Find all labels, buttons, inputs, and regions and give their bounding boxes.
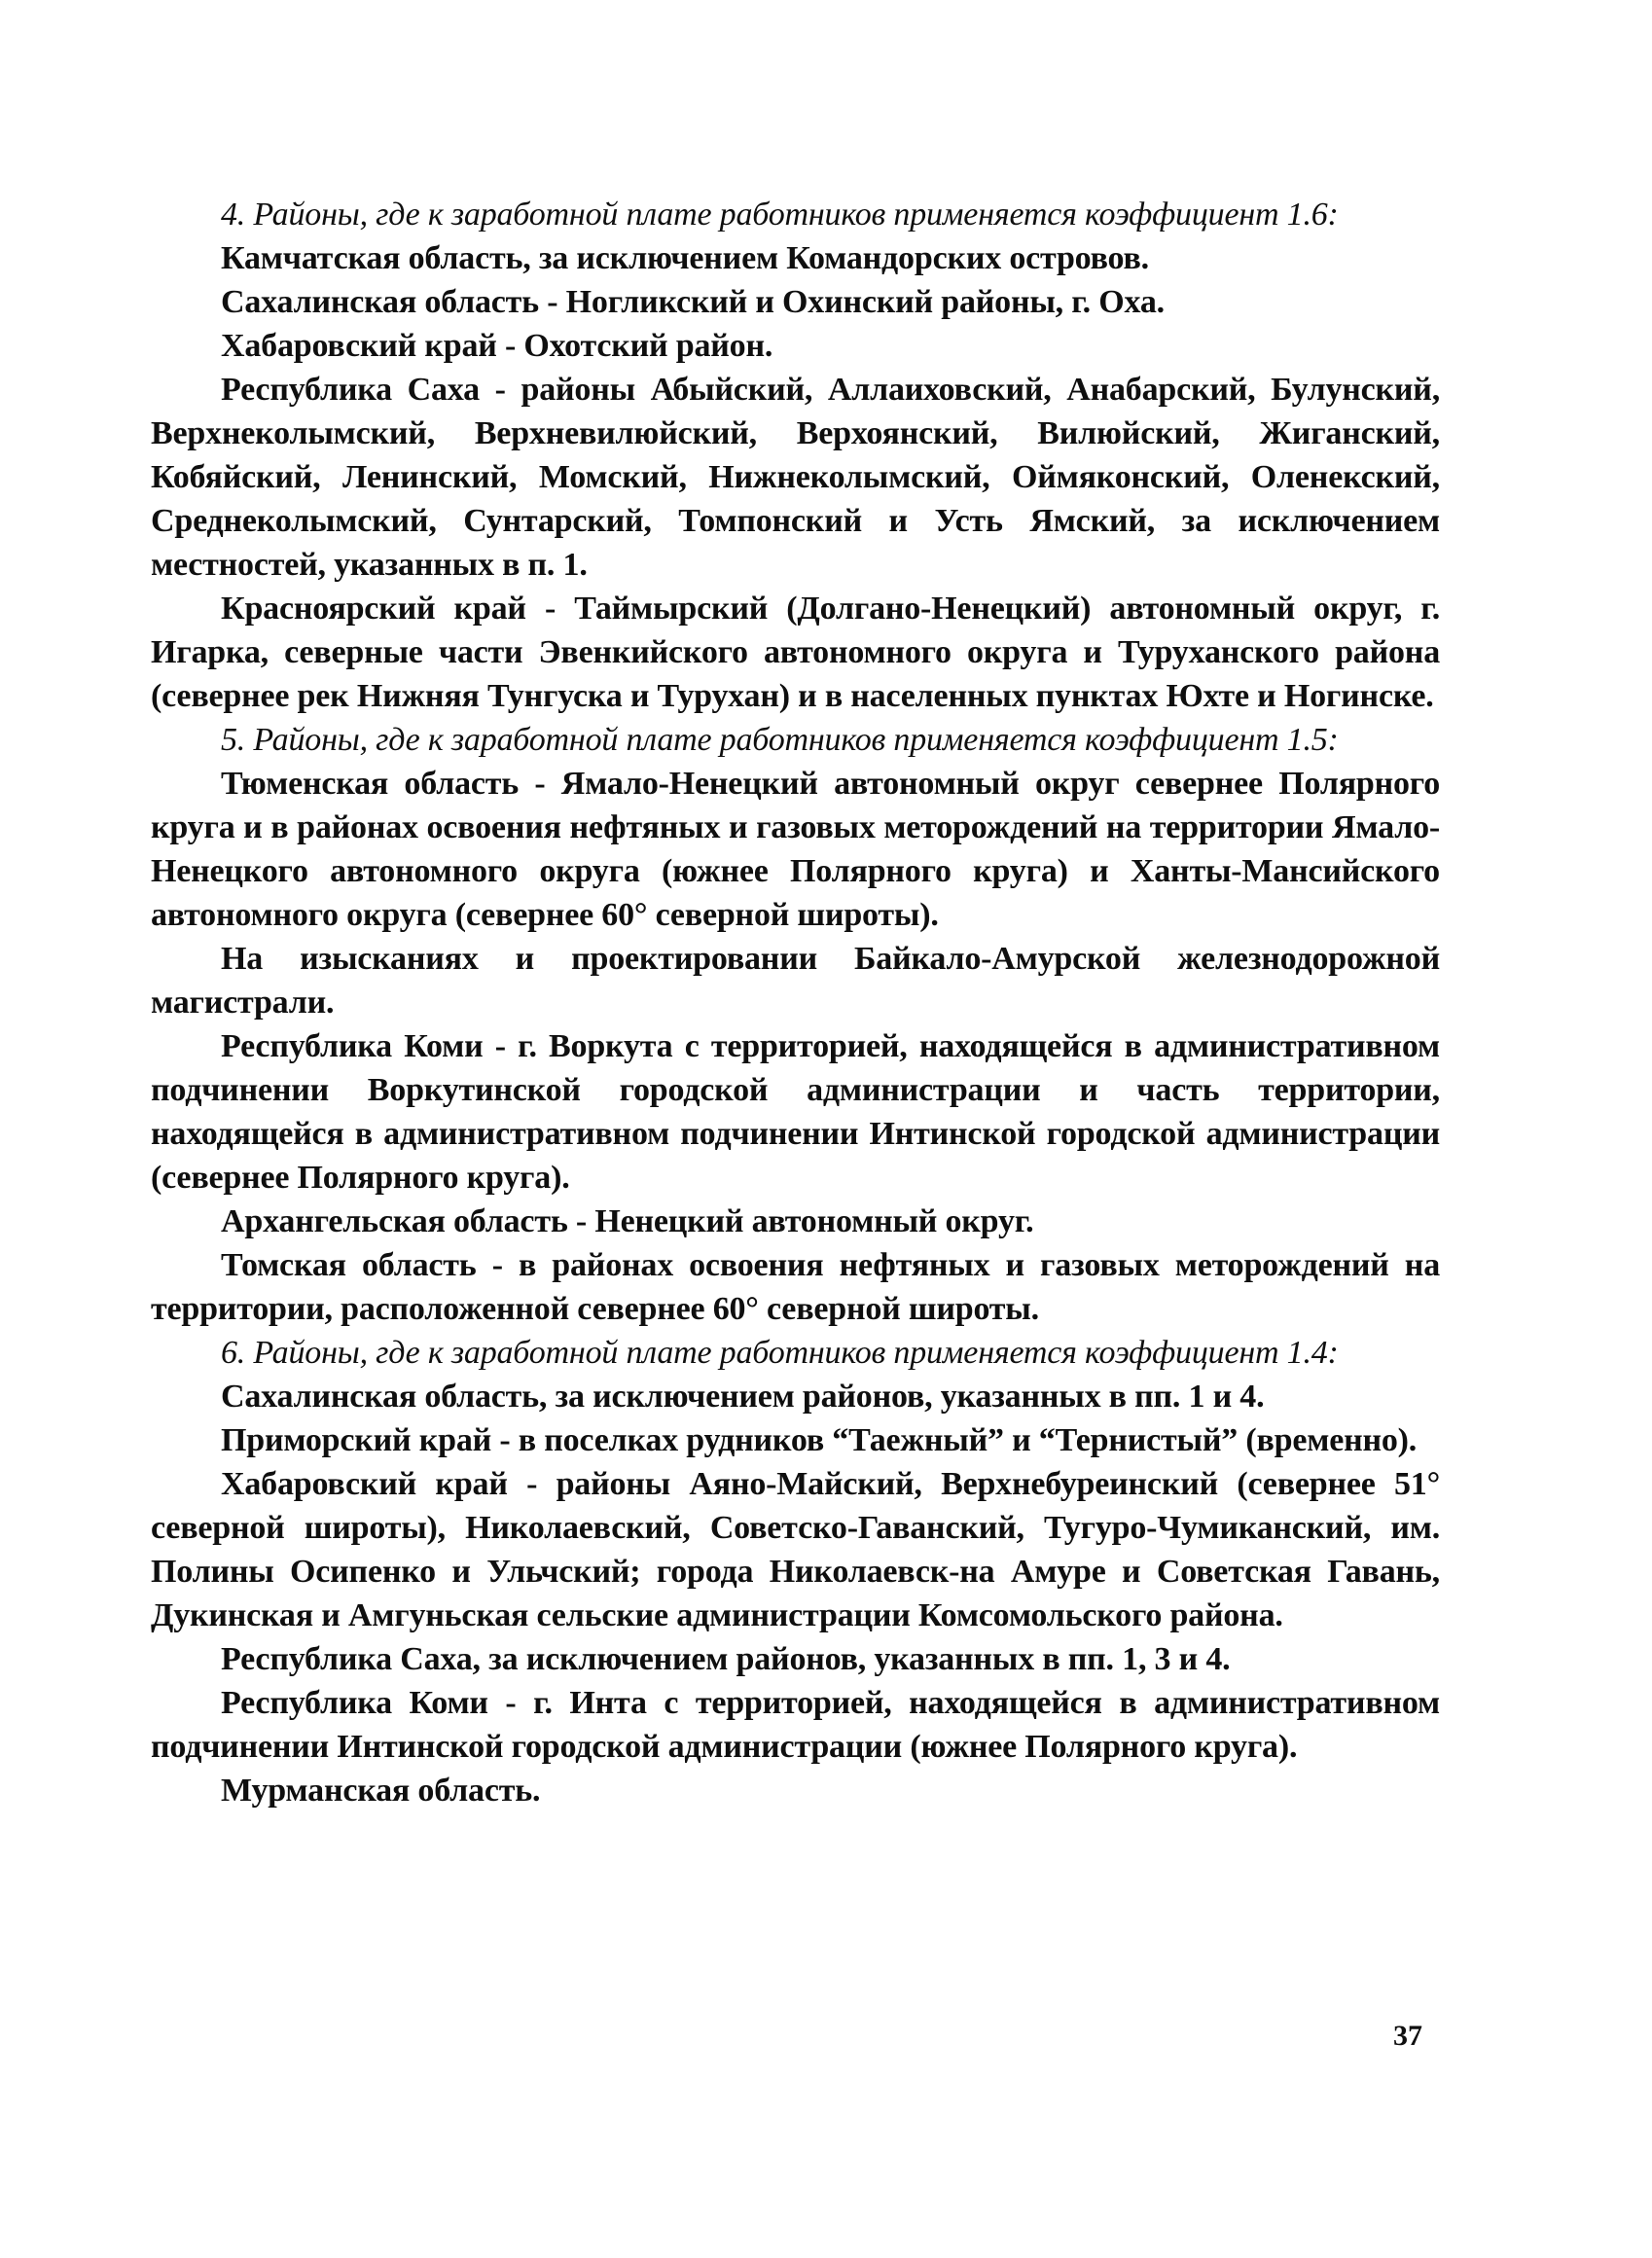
section-4-paragraph-1: Камчатская область, за исключением Командорских островов. [221,240,1149,276]
section-6-paragraph-2: Приморский край - в поселках рудников “Таежный” и “Тернистый” (временно). [221,1422,1418,1458]
section-5-paragraph-2: На изысканиях и проектировании Байкало-Амурской железнодорожной магистрали. [151,941,1440,1021]
section-4-paragraph-3: Хабаровский край - Охотский район. [221,328,773,364]
document-body [151,193,1440,1812]
section-6-paragraph-1: Сахалинская область, за исключением районов, указанных в пп. 1 и 4. [221,1379,1265,1415]
section-6-paragraph-4: Республика Саха, за исключением районов, указанных в пп. 1, 3 и 4. [221,1641,1231,1677]
section-4-paragraph-4: Республика Саха - районы Абыйский, Аллаиховский, Анабарский, Булунский, Верхнеколымский, Верхневилюйский, Верхоянский, Вилюйский, Жиганский, Кобяйский, Ленинский, Момский, Нижнеколымский, Оймяконский, Оленекский, Среднеколымский, Сунтарский, Томпонский и Усть Ямский, за исключением местностей, указанных в п. 1. [151,372,1440,583]
section-5-paragraph-1: Тюменская область - Ямало-Ненецкий автономный округ севернее Полярного круга и в районах освоения нефтяных и газовых меторождений на территории Ямало-Ненецкого автономного округа (южнее Полярного круга) и Ханты-Мансийского автономного округа (севернее 60° северной широты). [151,766,1440,933]
section-4-heading: 4. Районы, где к заработной плате работников применяется коэффициент 1.6: [221,197,1339,233]
section-5-heading: 5. Районы, где к заработной плате работников применяется коэффициент 1.5: [221,722,1339,758]
section-6-heading: 6. Районы, где к заработной плате работников применяется коэффициент 1.4: [221,1335,1339,1371]
page-number: 37 [1393,2020,1422,2052]
section-6-paragraph-5: Республика Коми - г. Инта с территорией, находящейся в административном подчинении Интинской городской администрации (южнее Полярного круга). [151,1685,1440,1765]
section-6-paragraph-3: Хабаровский край - районы Аяно-Майский, Верхнебуреинский (севернее 51° северной широты), Николаевский, Советско-Гаванский, Тугуро-Чумиканский, им. Полины Осипенко и Ульчский; города Николаевск-на Амуре и Советская Гавань, Дукинская и Амгуньская сельские администрации Комсомольского района. [151,1466,1440,1633]
section-5-paragraph-5: Томская область - в районах освоения нефтяных и газовых меторождений на территории, расположенной севернее 60° северной широты. [151,1247,1440,1327]
section-4-paragraph-5: Красноярский край - Таймырский (Долгано-Ненецкий) автономный округ, г. Игарка, северные части Эвенкийского автономного округа и Туруханского района (севернее рек Нижняя Тунгуска и Турухан) и в населенных пунктах Юхте и Ногинске. [151,591,1440,714]
section-6-paragraph-6: Мурманская область. [221,1773,541,1809]
section-5-paragraph-4: Архангельская область - Ненецкий автономный округ. [221,1203,1034,1239]
section-4-paragraph-2: Сахалинская область - Ногликский и Охинский районы, г. Оха. [221,284,1165,320]
section-5-paragraph-3: Республика Коми - г. Воркута с территорией, находящейся в административном подчинении Воркутинской городской администрации и часть территории, находящейся в административном подчинении Интинской городской администрации (севернее Полярного круга). [151,1028,1440,1196]
